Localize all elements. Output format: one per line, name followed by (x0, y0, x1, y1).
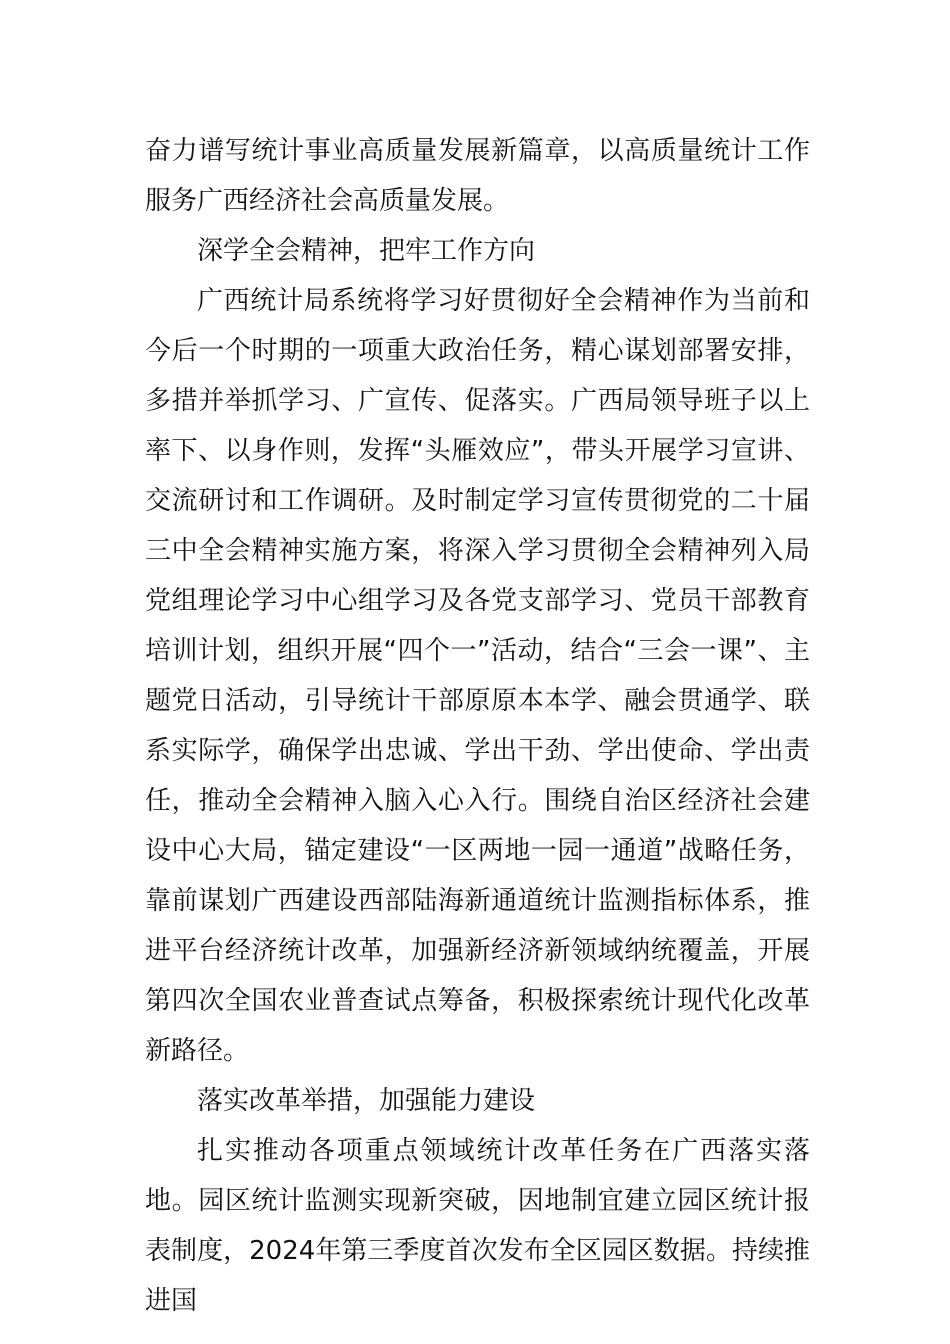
paragraph-study-plenary: 广西统计局系统将学习好贯彻好全会精神作为当前和今后一个时期的一项重大政治任务，精心谋划部署安排，多措并举抓学习、广宣传、促落实。广西局领导班子以上率下、以身作则，发挥“头雁效应”，带头开展学习宣讲、交流研讨和工作调研。及时制定学习宣传贯彻党的二十届三中全会精神实施方案，将深入学习贯彻全会精神列入局党组理论学习中心组学习及各党支部学习、党员干部教育培训计划，组织开展“四个一”活动，结合“三会一课”、主题党日活动，引导统计干部原原本本学、融会贯通学、联系实际学，确保学出忠诚、学出干劲、学出使命、学出责任，推动全会精神入脑入心入行。围绕自治区经济社会建设中心大局，锚定建设“一区两地一园一通道”战略任务，靠前谋划广西建设西部陆海新通道统计监测指标体系，推进平台经济统计改革，加强新经济新领域纳统覆盖，开展第四次全国农业普查试点筹备，积极探索统计现代化改革新路径。 (145, 286, 810, 1066)
paragraph-implement-reform: 扎实推动各项重点领域统计改革任务在广西落实落地。园区统计监测实现新突破，因地制宜建立园区统计报表制度，2024年第三季度首次发布全区园区数据。持续推进国 (145, 1136, 810, 1316)
document-body (145, 126, 810, 1326)
section-heading-study-plenary: 深学全会精神，把牢工作方向 (197, 236, 536, 266)
section-heading-implement-reform: 落实改革举措，加强能力建设 (197, 1086, 536, 1116)
paragraph-intro-continuation: 奋力谱写统计事业高质量发展新篇章，以高质量统计工作服务广西经济社会高质量发展。 (145, 136, 810, 216)
